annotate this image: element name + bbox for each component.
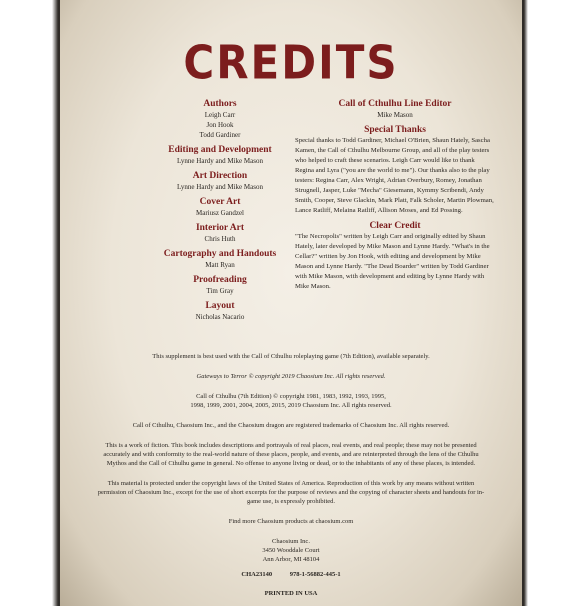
section-heading: Interior Art (195, 223, 245, 233)
usage-note: This supplement is best used with the Call of Cthulhu roleplaying game (7th Edition), available separately. (152, 353, 430, 360)
credit-section (130, 222, 310, 244)
section-heading: Special Thanks (364, 125, 426, 135)
credit-section (130, 300, 310, 322)
legal-block (95, 352, 487, 598)
credit-section (130, 274, 310, 296)
line-editor-section (295, 98, 495, 120)
section-heading: Proofreading (193, 275, 247, 285)
credit-name: Mariusz Gandzel (195, 209, 244, 217)
clear-credit-section (295, 220, 495, 292)
left-frame (0, 0, 60, 606)
coc-copyright-line-2: 1998, 1999, 2001, 2004, 2005, 2015, 2019 Chaosium Inc. All rights reserved. (190, 402, 392, 409)
printed-in: PRINTED IN USA (264, 590, 318, 597)
credit-section (130, 144, 310, 166)
credit-section (130, 98, 310, 140)
section-heading: Cover Art (199, 197, 241, 207)
fiction-disclaimer: This is a work of fiction. This book includes descriptions and portrayals of real places, real events, and real people; these may not be presented accurately and with conformity to the real-world nature of these places, people, and events, and are reinterpreted through the lens of the Cthulhu Mythos and the Call of Cthulhu game in general. No offense to anyone living or dead, or to the inhabitants of any of these places, is intended. (103, 442, 479, 467)
section-heading: Art Direction (192, 171, 248, 181)
product-ids (95, 570, 487, 579)
address-line: Ann Arbor, MI 48104 (262, 556, 320, 563)
special-thanks-text: Special thanks to Todd Gardiner, Michael O'Brien, Shaun Hately, Sascha Kamen, the Call of Cthulhu Melbourne Group, and all of the play testers who helped to craft these scenarios. Leigh Carr would like to thank Regina and Lyra ("you are the world to me"). Our thanks also to the play testers: Regina Carr, Alex Wright, Adrian Overbury, Romey, Jonathan Strugnell, Jasper, Luke "Mecha" Giesemann, Kymmy Scribendi, Andy Smith, Cooper, Steve Glackin, Mark Platt, Falk Scholer, Martin Plowman, Lance Ratliff, Melaina Ratliff, Allison Moses, and Ed Possing. (295, 137, 494, 214)
copyright-line: Gateways to Terror © copyright 2019 Chaosium Inc. All rights reserved. (196, 373, 386, 380)
credit-name: Matt Ryan (205, 261, 235, 269)
credit-section (130, 170, 310, 192)
section-heading: Call of Cthulhu Line Editor (338, 99, 452, 109)
coc-copyright (95, 392, 487, 410)
credits-page (60, 0, 522, 606)
credit-name: Chris Huth (204, 235, 236, 243)
isbn: 978-1-56882-445-1 (289, 571, 341, 578)
credit-name: Todd Gardiner (199, 131, 241, 139)
section-heading: Authors (203, 99, 237, 109)
section-heading: Cartography and Handouts (163, 249, 277, 259)
section-heading: Layout (205, 301, 235, 311)
address-line: Chaosium Inc. (272, 538, 310, 545)
address-line: 3450 Wooddale Court (262, 547, 320, 554)
address (95, 537, 487, 564)
section-heading: Clear Credit (369, 221, 421, 231)
credit-name: Tim Gray (206, 287, 234, 295)
product-code: CHA23140 (241, 571, 273, 578)
credit-name: Leigh Carr (204, 111, 236, 119)
credit-name: Jon Hook (206, 121, 234, 129)
right-frame (522, 0, 582, 606)
coc-copyright-line-1: Call of Cthulhu (7th Edition) © copyright 1981, 1983, 1992, 1993, 1995, (196, 393, 386, 400)
credit-name: Nicholas Nacario (195, 313, 245, 321)
copyright-protection: This material is protected under the copyright laws of the United States of America. Reproduction of this work by any means without written permission of Chaosium Inc., except for the use of short excerpts for the purpose of reviews and the copying of character sheets and handouts for in-game use, is expressly prohibited. (97, 480, 485, 505)
credit-section (130, 248, 310, 270)
clear-credit-text: "The Necropolis" written by Leigh Carr and originally edited by Shaun Hately, later developed by Mike Mason and Lynne Hardy. "What's in the Cellar?" written by Jon Hook, with editing and development by Mike Mason and Lynne Hardy. "The Dead Boarder" written by Todd Gardiner with Mike Mason, with development and editing by Lynne Hardy with Mike Mason. (295, 233, 490, 290)
credits-right-column (295, 98, 495, 296)
credit-section (130, 196, 310, 218)
section-heading: Editing and Development (168, 145, 272, 155)
credits-left-column (130, 98, 310, 326)
credit-name: Lynne Hardy and Mike Mason (177, 183, 263, 191)
special-thanks-section (295, 124, 495, 216)
credit-name: Lynne Hardy and Mike Mason (177, 157, 263, 165)
credit-name: Mike Mason (377, 111, 413, 119)
page-title: CREDITS (183, 35, 399, 90)
trademark-note: Call of Cthulhu, Chaosium Inc., and the Chaosium dragon are registered trademarks of Chaosium Inc. All rights reserved. (132, 422, 450, 429)
website-note: Find more Chaosium products at chaosium.com (228, 518, 354, 525)
